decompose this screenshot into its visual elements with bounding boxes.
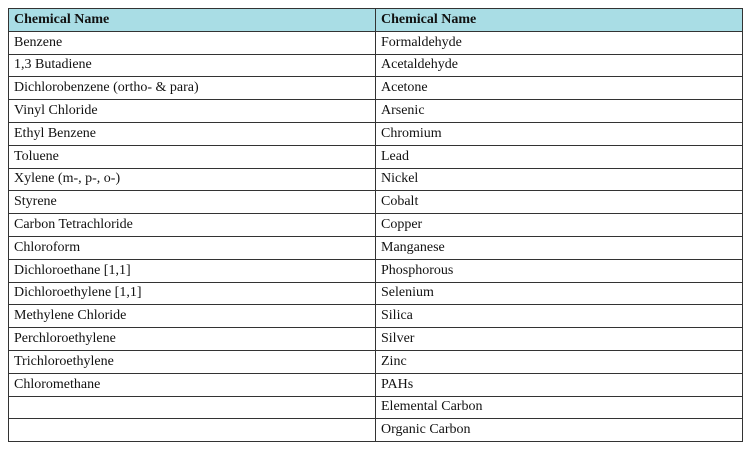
chemical-cell: Elemental Carbon — [376, 396, 743, 419]
chemical-cell: Vinyl Chloride — [9, 100, 376, 123]
chemical-cell: Ethyl Benzene — [9, 122, 376, 145]
table-row — [9, 191, 743, 214]
chemical-cell: Acetone — [376, 77, 743, 100]
chemical-cell: Selenium — [376, 282, 743, 305]
chemical-cell: Cobalt — [376, 191, 743, 214]
table-row — [9, 100, 743, 123]
chemical-cell: Copper — [376, 214, 743, 237]
chemical-cell: Dichloroethane [1,1] — [9, 259, 376, 282]
table-row — [9, 31, 743, 54]
chemical-cell: Styrene — [9, 191, 376, 214]
chemical-cell: PAHs — [376, 373, 743, 396]
table-row — [9, 122, 743, 145]
table-row — [9, 259, 743, 282]
table-row — [9, 236, 743, 259]
chemical-cell: Lead — [376, 145, 743, 168]
chemical-cell: Carbon Tetrachloride — [9, 214, 376, 237]
table-row — [9, 328, 743, 351]
chemical-table-container — [8, 8, 742, 442]
chemical-cell: 1,3 Butadiene — [9, 54, 376, 77]
chemical-cell: Manganese — [376, 236, 743, 259]
header-row — [9, 9, 743, 32]
chemical-cell: Methylene Chloride — [9, 305, 376, 328]
table-row — [9, 305, 743, 328]
chemical-cell: Trichloroethylene — [9, 350, 376, 373]
column-header-right: Chemical Name — [376, 9, 743, 32]
chemical-cell: Nickel — [376, 168, 743, 191]
chemical-cell: Zinc — [376, 350, 743, 373]
table-row — [9, 145, 743, 168]
chemical-cell: Chloromethane — [9, 373, 376, 396]
chemical-cell: Dichloroethylene [1,1] — [9, 282, 376, 305]
chemical-cell: Chloroform — [9, 236, 376, 259]
chemical-cell: Chromium — [376, 122, 743, 145]
chemical-table — [8, 8, 743, 442]
column-header-left: Chemical Name — [9, 9, 376, 32]
table-row — [9, 419, 743, 442]
table-row — [9, 396, 743, 419]
chemical-cell: Phosphorous — [376, 259, 743, 282]
table-row — [9, 168, 743, 191]
table-row — [9, 350, 743, 373]
table-row — [9, 77, 743, 100]
chemical-cell: Dichlorobenzene (ortho- & para) — [9, 77, 376, 100]
chemical-cell: Formaldehyde — [376, 31, 743, 54]
chemical-cell: Xylene (m-, p-, o-) — [9, 168, 376, 191]
table-row — [9, 373, 743, 396]
table-row — [9, 214, 743, 237]
chemical-cell: Toluene — [9, 145, 376, 168]
table-row — [9, 54, 743, 77]
chemical-cell: Silica — [376, 305, 743, 328]
empty-cell — [9, 396, 376, 419]
chemical-cell: Perchloroethylene — [9, 328, 376, 351]
chemical-cell: Acetaldehyde — [376, 54, 743, 77]
empty-cell — [9, 419, 376, 442]
chemical-cell: Organic Carbon — [376, 419, 743, 442]
chemical-cell: Benzene — [9, 31, 376, 54]
chemical-cell: Arsenic — [376, 100, 743, 123]
table-body — [9, 31, 743, 441]
chemical-cell: Silver — [376, 328, 743, 351]
table-row — [9, 282, 743, 305]
